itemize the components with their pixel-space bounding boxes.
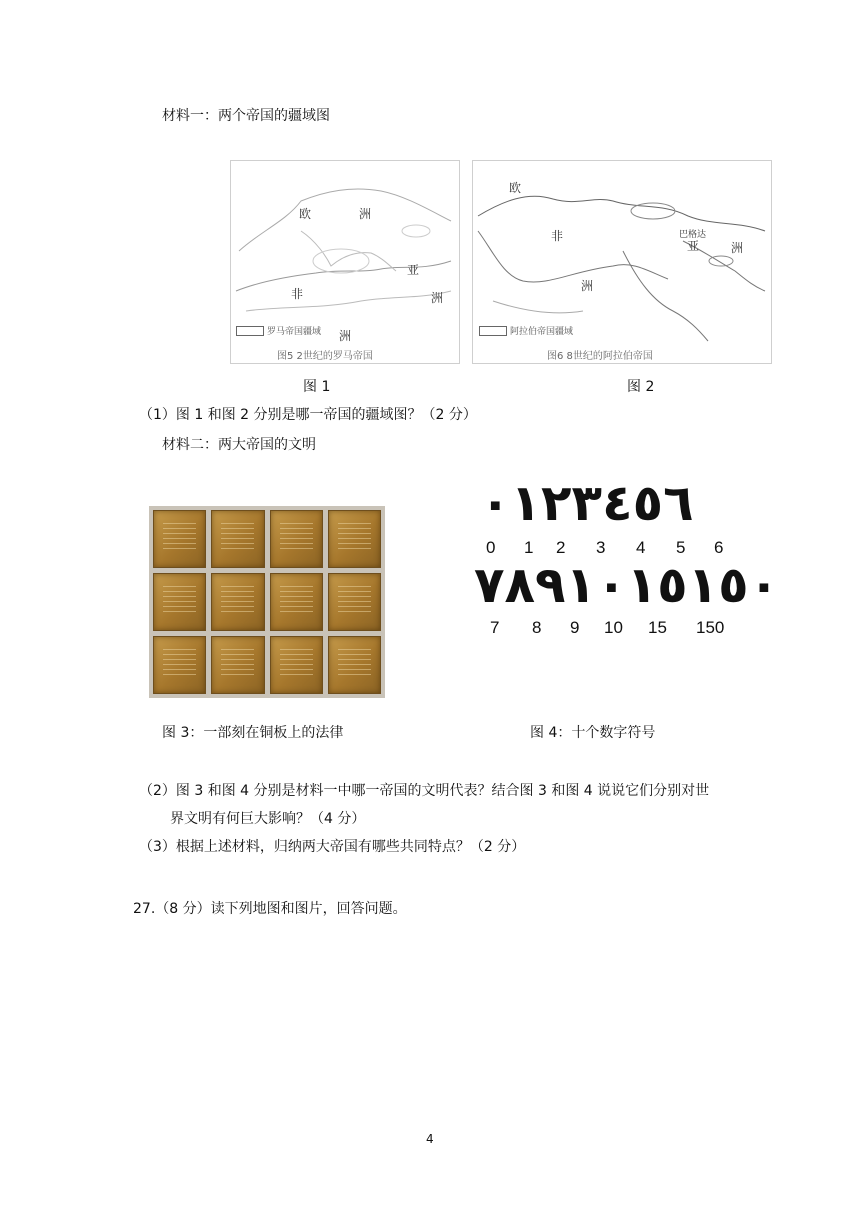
bronze-plate	[328, 573, 381, 631]
bronze-plate	[328, 510, 381, 568]
bronze-plate	[270, 510, 323, 568]
western-digit: 2	[556, 538, 566, 557]
western-digit: 0	[486, 538, 496, 557]
arab-map-caption: 图6 8世纪的阿拉伯帝国	[547, 351, 653, 362]
material1-heading: 材料一：两个帝国的疆域图	[162, 108, 330, 124]
roman-map-label-africa1: 非	[291, 287, 304, 301]
western-digit: 10	[604, 618, 623, 637]
bronze-plate	[211, 636, 264, 694]
question-2-line2: 界文明有何巨大影响？（4 分）	[170, 811, 366, 827]
roman-map-label-africa2: 洲	[339, 329, 352, 343]
western-digit: 4	[636, 538, 646, 557]
question-3: （3）根据上述材料，归纳两大帝国有哪些共同特点？（2 分）	[139, 839, 526, 855]
bronze-plate	[153, 573, 206, 631]
western-digit: 15	[648, 618, 667, 637]
arab-map-label-asia-continent: 洲	[731, 241, 744, 255]
bronze-law-plates-image	[149, 506, 385, 698]
bronze-plate	[211, 573, 264, 631]
arab-map-label-asia: 亚	[687, 239, 700, 253]
bronze-plate	[153, 636, 206, 694]
western-digit: 7	[490, 618, 500, 637]
arab-empire-map	[472, 160, 772, 364]
bronze-plate	[328, 636, 381, 694]
roman-map-legend	[236, 324, 321, 337]
page-number: 4	[426, 1132, 434, 1146]
roman-empire-map	[230, 160, 460, 364]
figure-1-label: 图 1	[303, 379, 331, 395]
legend-swatch	[236, 326, 264, 336]
bronze-plate	[153, 510, 206, 568]
roman-map-label-asia1: 亚	[407, 263, 420, 277]
western-digit: 3	[596, 538, 606, 557]
roman-map-legend-label: 罗马帝国疆域	[267, 327, 322, 337]
arabic-digits-row1: ٠١٢٣٤٥٦	[480, 474, 694, 532]
western-digit: 5	[676, 538, 686, 557]
arab-map-label-africa1: 非	[551, 229, 564, 243]
legend-swatch	[479, 326, 507, 336]
arab-map-label-baghdad: 巴格达	[679, 230, 707, 240]
roman-map-label-europe1: 欧	[299, 207, 312, 221]
arab-map-legend	[479, 324, 573, 337]
western-digit: 150	[696, 618, 725, 637]
arabic-numerals-image	[470, 474, 780, 640]
roman-map-caption: 图5 2世纪的罗马帝国	[277, 351, 373, 362]
bronze-plate	[211, 510, 264, 568]
figure-4-caption: 图 4：十个数字符号	[530, 725, 656, 741]
western-digit: 8	[532, 618, 542, 637]
roman-map-label-europe2: 洲	[359, 207, 372, 221]
western-digit: 1	[524, 538, 534, 557]
arabic-digits-row2: ٧٨٩١٠١٥١٥٠	[474, 556, 780, 614]
question-27: 27.（8 分）读下列地图和图片，回答问题。	[133, 901, 407, 917]
western-digit: 9	[570, 618, 580, 637]
arab-map-legend-label: 阿拉伯帝国疆域	[510, 327, 574, 337]
roman-map-label-asia2: 洲	[431, 291, 444, 305]
material2-heading: 材料二：两大帝国的文明	[162, 437, 316, 453]
western-digit: 6	[714, 538, 724, 557]
bronze-plate	[270, 636, 323, 694]
question-1: （1）图 1 和图 2 分别是哪一帝国的疆域图？（2 分）	[139, 407, 477, 423]
question-2-line1: （2）图 3 和图 4 分别是材料一中哪一帝国的文明代表？结合图 3 和图 4 说说它们分别对世	[139, 783, 710, 799]
arab-map-label-eu: 欧	[509, 181, 522, 195]
arab-map-label-africa2: 洲	[581, 279, 594, 293]
bronze-plate	[270, 573, 323, 631]
figure-3-caption: 图 3：一部刻在铜板上的法律	[162, 725, 344, 741]
figure-2-label: 图 2	[627, 379, 655, 395]
